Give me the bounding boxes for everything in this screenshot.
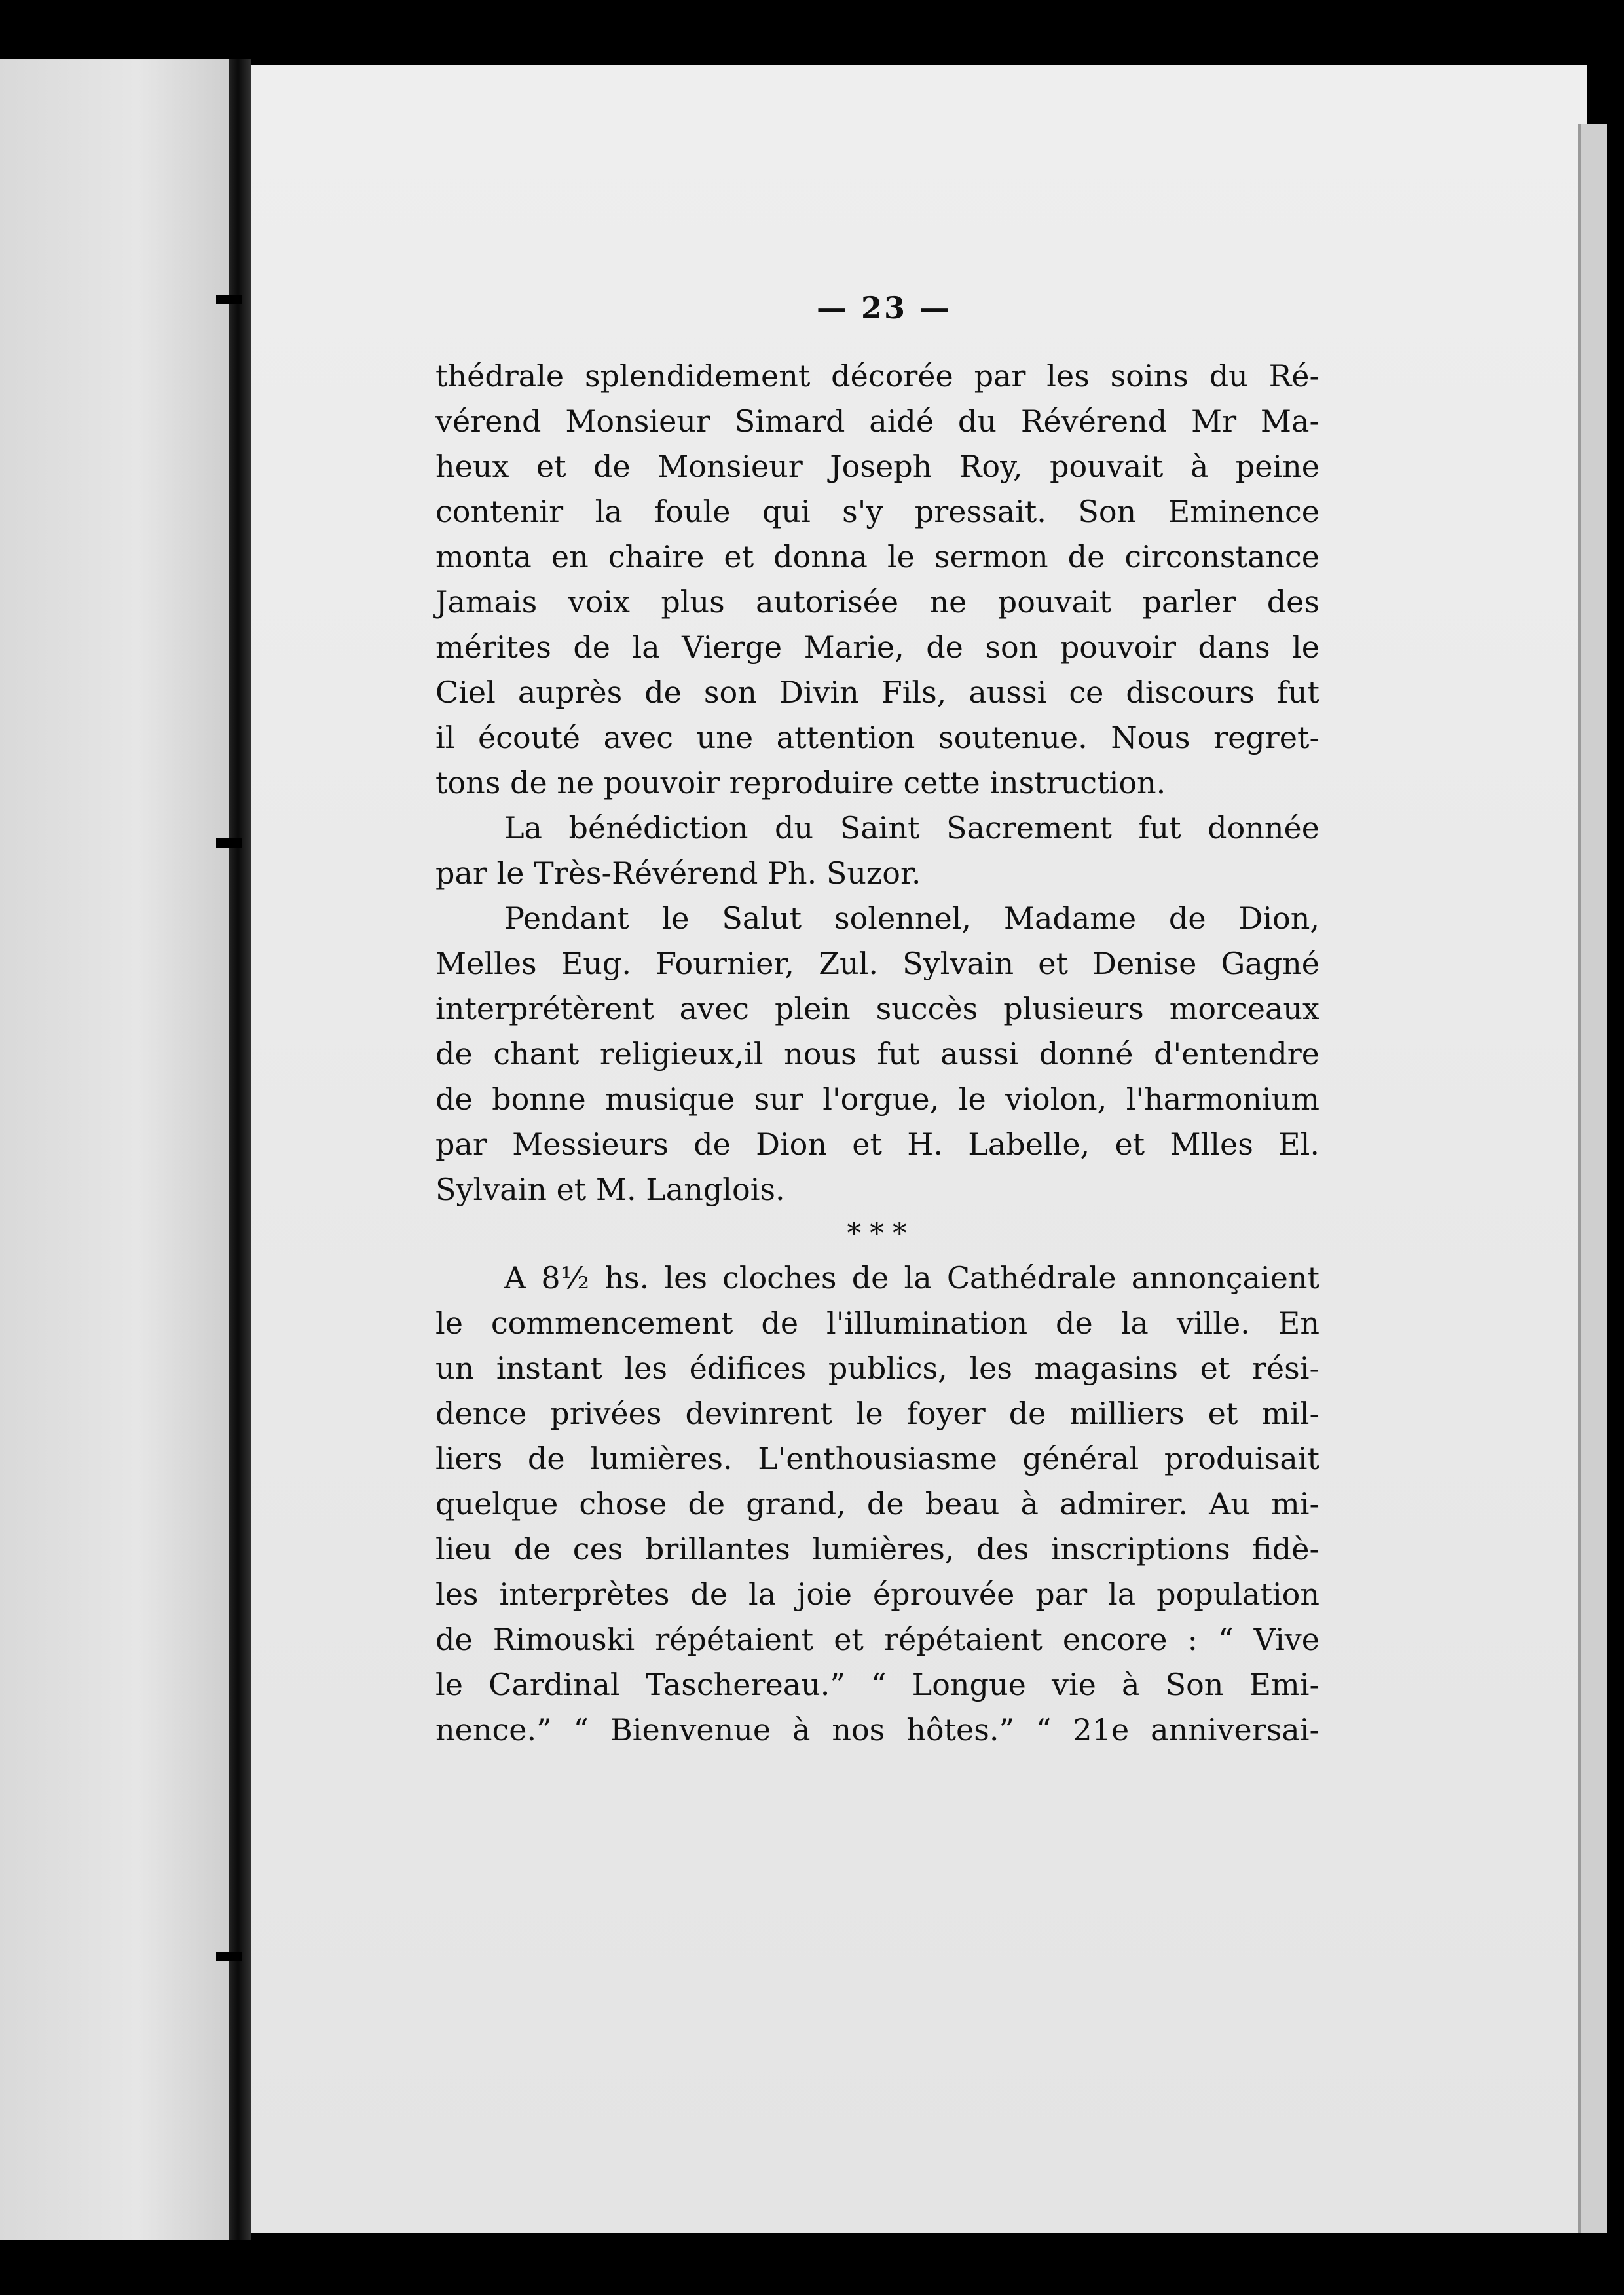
text-line: lieu de ces brillantes lumières, des inscriptions fidè- <box>435 1531 1320 1567</box>
text-line: quelque chose de grand, de beau à admirer. Au mi- <box>435 1486 1320 1521</box>
text-line: interprétèrent avec plein succès plusieurs morceaux <box>435 991 1320 1026</box>
paragraph <box>435 896 1320 1212</box>
binding-mark <box>216 295 242 304</box>
section-separator: * * * <box>847 1217 908 1250</box>
text-line: les interprètes de la joie éprouvée par la population <box>435 1577 1320 1612</box>
text-line: de Rimouski répétaient et répétaient encore : “ Vive <box>435 1622 1320 1657</box>
binding-mark <box>216 838 242 848</box>
paragraph <box>435 1256 1320 1753</box>
text-line: par le Très-Révérend Ph. Suzor. <box>435 855 921 891</box>
text-line: Pendant le Salut solennel, Madame de Dion, <box>504 901 1320 936</box>
binding-mark <box>216 1952 242 1961</box>
page-edge <box>1578 124 1607 2233</box>
text-line: monta en chaire et donna le sermon de circonstance <box>435 539 1320 574</box>
book-gutter <box>229 59 251 2240</box>
text-line: A 8½ hs. les cloches de la Cathédrale annonçaient <box>504 1260 1320 1296</box>
text-line: La bénédiction du Saint Sacrement fut donnée <box>504 810 1320 846</box>
text-line: mérites de la Vierge Marie, de son pouvoir dans le <box>435 629 1320 665</box>
facing-page <box>0 59 229 2240</box>
text-line: nence.” “ Bienvenue à nos hôtes.” “ 21e anniversai- <box>435 1712 1320 1747</box>
text-line: il écouté avec une attention soutenue. Nous regret- <box>435 720 1320 755</box>
text-line: le commencement de l'illumination de la ville. En <box>435 1305 1320 1341</box>
text-line: de bonne musique sur l'orgue, le violon, l'harmonium <box>435 1081 1320 1117</box>
text-line: contenir la foule qui s'y pressait. Son Eminence <box>435 494 1320 529</box>
text-line: vérend Monsieur Simard aidé du Révérend Mr Ma- <box>435 403 1320 439</box>
text-line: Jamais voix plus autorisée ne pouvait parler des <box>435 584 1320 620</box>
text-line: par Messieurs de Dion et H. Labelle, et Mlles El. <box>435 1127 1320 1162</box>
text-line: dence privées devinrent le foyer de milliers et mil- <box>435 1396 1320 1431</box>
text-line: de chant religieux,il nous fut aussi donné d'entendre <box>435 1036 1320 1072</box>
page-text <box>435 288 1320 1753</box>
text-line: tons de ne pouvoir reproduire cette instruction. <box>435 765 1166 800</box>
text-line: Sylvain et M. Langlois. <box>435 1172 785 1207</box>
text-line: liers de lumières. L'enthousiasme général produisait <box>435 1441 1320 1476</box>
text-line: Melles Eug. Fournier, Zul. Sylvain et Denise Gagné <box>435 946 1320 981</box>
text-line: Ciel auprès de son Divin Fils, aussi ce discours fut <box>435 675 1320 710</box>
text-line: thédrale splendidement décorée par les soins du Ré- <box>435 358 1320 394</box>
paragraph <box>435 806 1320 896</box>
text-line: un instant les édifices publics, les magasins et rési- <box>435 1351 1320 1386</box>
text-line: heux et de Monsieur Joseph Roy, pouvait à peine <box>435 449 1320 484</box>
page-number: — 23 — <box>816 290 952 326</box>
text-line: le Cardinal Taschereau.” “ Longue vie à Son Emi- <box>435 1667 1320 1702</box>
paragraph <box>435 354 1320 806</box>
